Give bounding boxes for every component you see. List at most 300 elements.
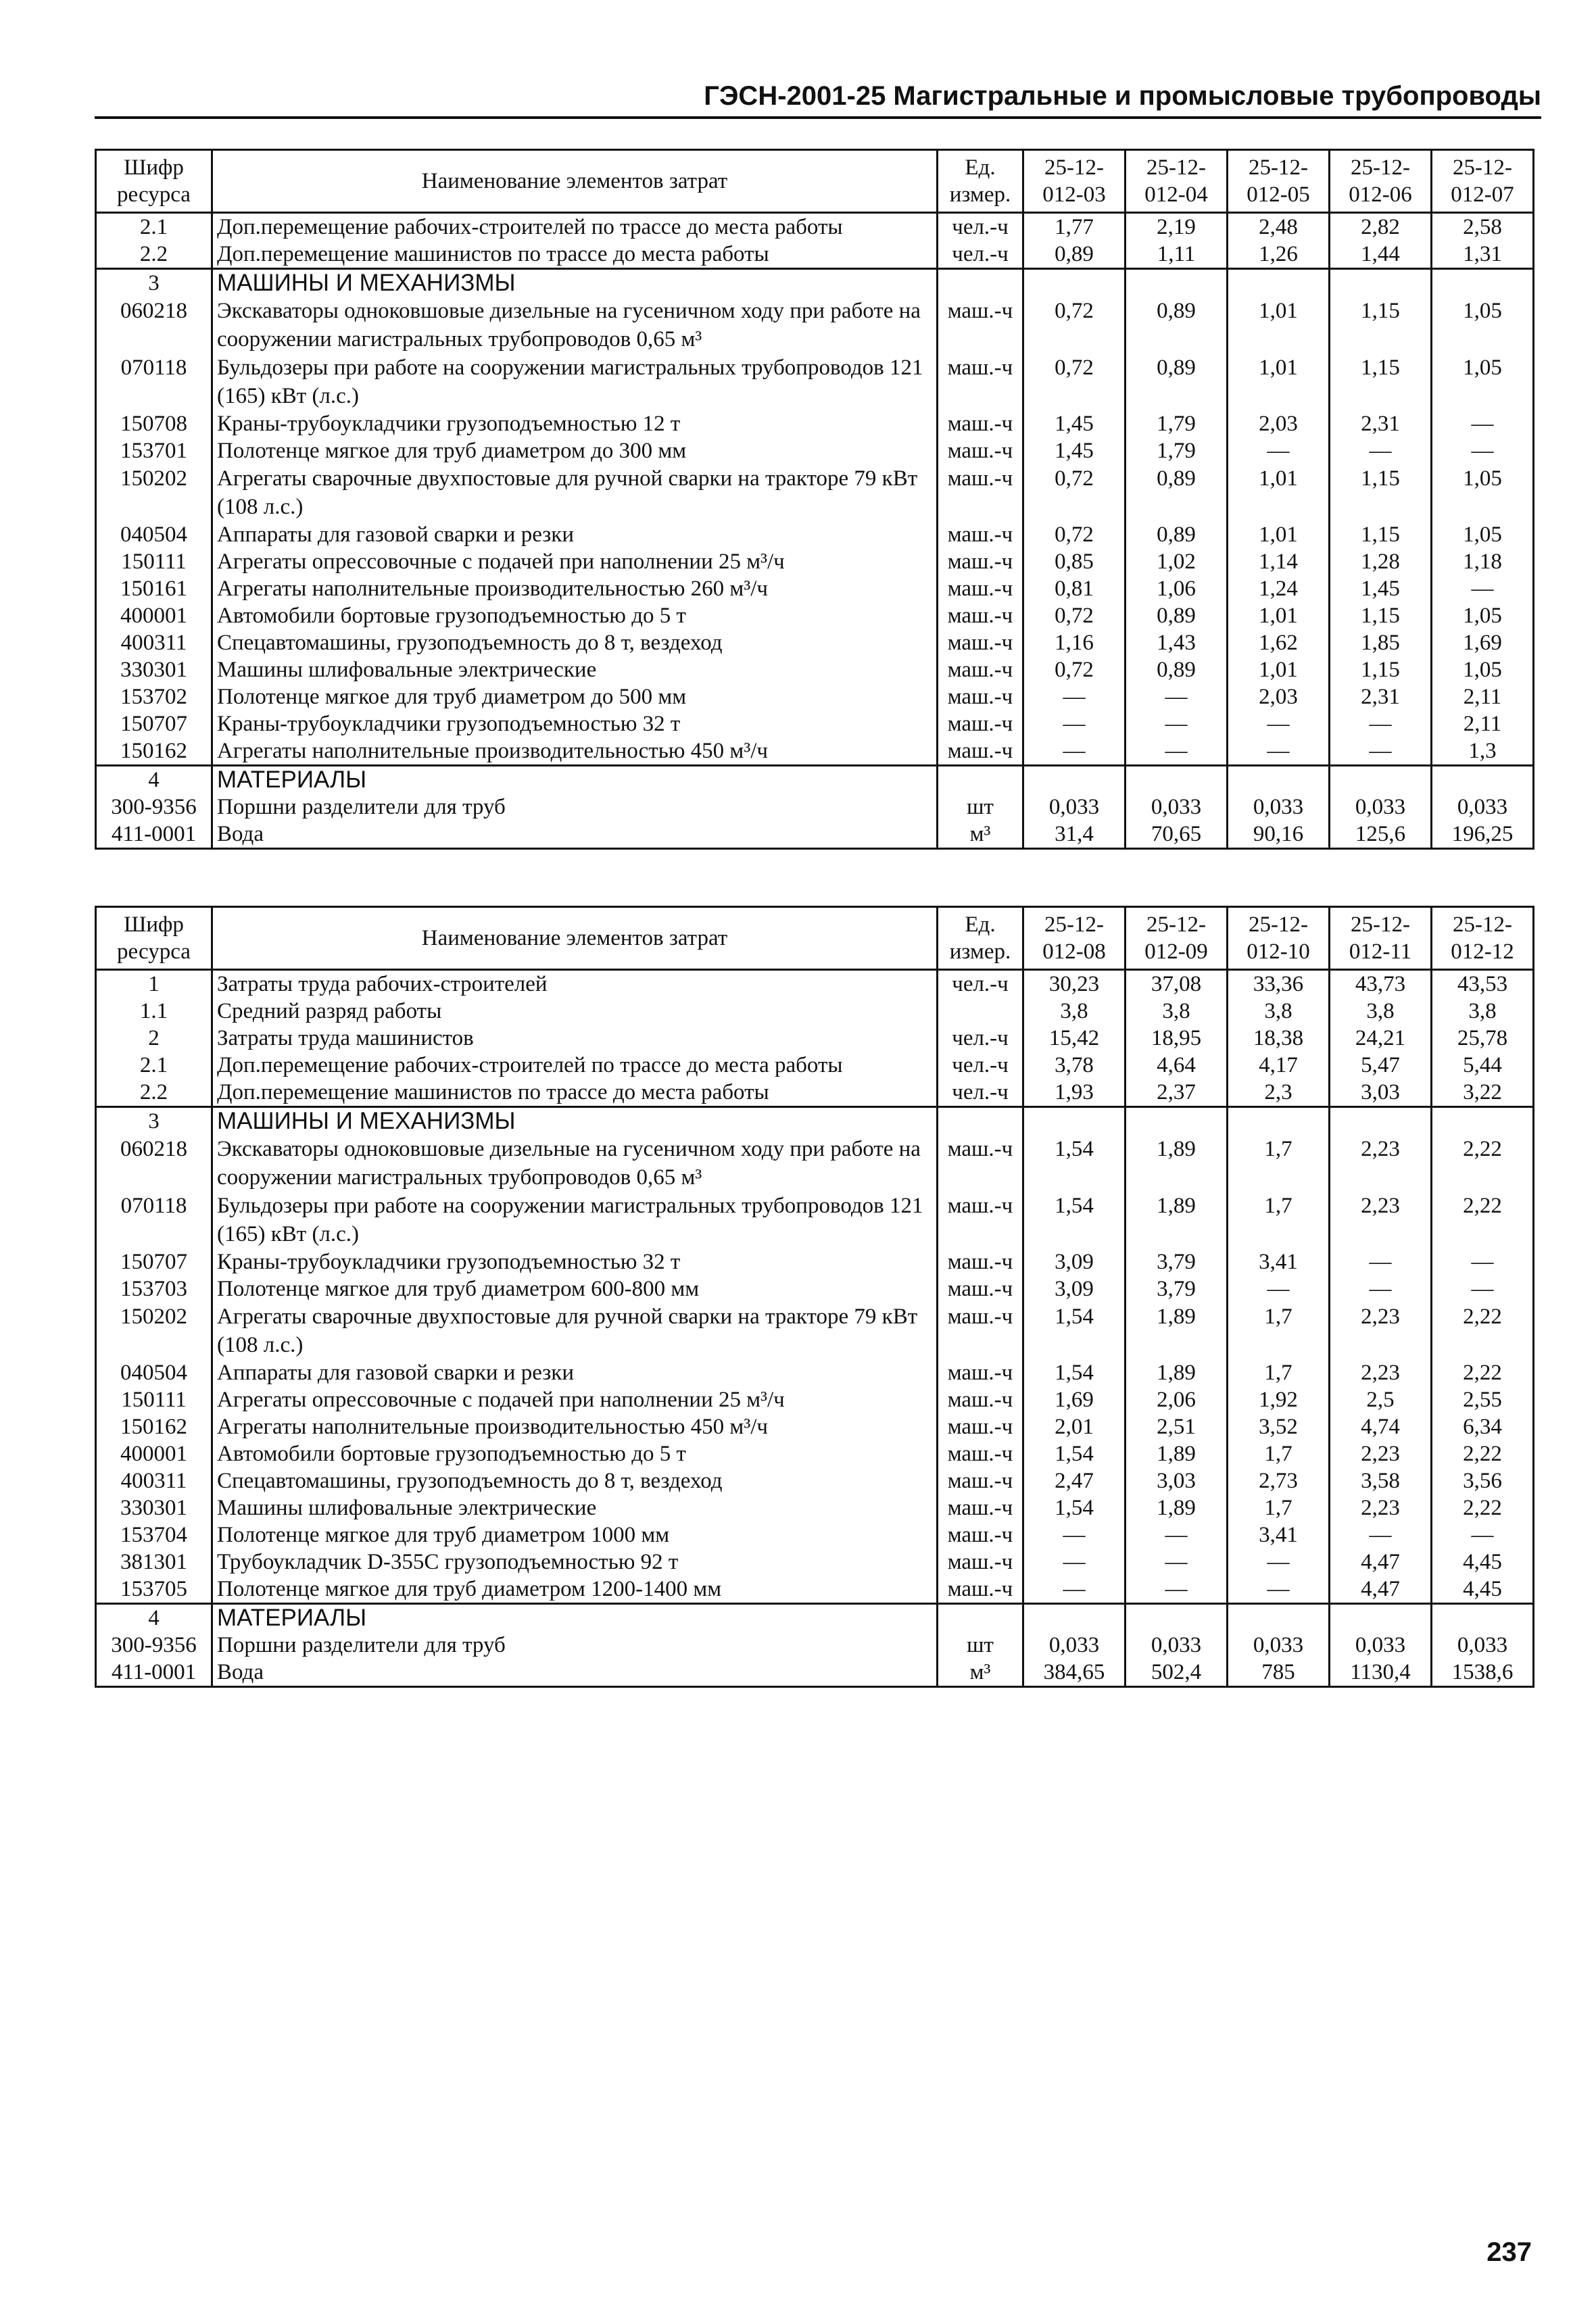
resource-name: Затраты труда рабочих-строителей [212, 970, 938, 998]
unit-cell: маш.-ч [938, 683, 1023, 710]
resource-name: Автомобили бортовые грузоподъемностью до 5 т [212, 1440, 938, 1467]
value-cell: 0,033 [1023, 1632, 1126, 1659]
value-cell: 1,15 [1330, 354, 1432, 410]
value-cell [1023, 1604, 1126, 1632]
value-cell: — [1126, 683, 1228, 710]
section-title: МАТЕРИАЛЫ [212, 766, 938, 794]
table-row [96, 737, 1534, 766]
resource-name: Экскаваторы одноковшовые дизельные на гусеничном ходу при работе на сооружении магистральных трубопроводов 0,65 м³ [212, 297, 938, 354]
value-cell: — [1126, 1549, 1228, 1576]
resource-code: 153705 [96, 1576, 212, 1604]
page-number: 237 [1486, 2237, 1532, 2267]
value-cell: 15,42 [1023, 1025, 1126, 1052]
value-cell: 1,89 [1126, 1494, 1228, 1521]
value-cell: 1,15 [1330, 297, 1432, 354]
value-cell: — [1023, 1521, 1126, 1549]
value-cell: — [1228, 710, 1330, 737]
resource-code: 150161 [96, 575, 212, 602]
resource-name: Полотенце мягкое для труб диаметром 1000 мм [212, 1521, 938, 1549]
value-cell: 1,11 [1126, 241, 1228, 269]
header-code: Шифр ресурса [96, 150, 212, 213]
resource-code: 150111 [96, 548, 212, 575]
value-cell: 1,05 [1432, 656, 1534, 683]
resource-code: 2.2 [96, 241, 212, 269]
resource-name: Агрегаты наполнительные производительностью 450 м³/ч [212, 1413, 938, 1440]
unit-cell: чел.-ч [938, 241, 1023, 269]
resource-code: 2.1 [96, 213, 212, 241]
value-cell: 3,03 [1126, 1467, 1228, 1494]
table-row [96, 1576, 1534, 1604]
value-cell: 3,8 [1330, 998, 1432, 1025]
unit-cell: маш.-ч [938, 1192, 1023, 1248]
value-cell: 1,05 [1432, 354, 1534, 410]
unit-cell: маш.-ч [938, 629, 1023, 656]
table-row [96, 1467, 1534, 1494]
value-cell [1432, 1107, 1534, 1136]
value-cell: — [1023, 1576, 1126, 1604]
resource-name: Агрегаты наполнительные производительностью 260 м³/ч [212, 575, 938, 602]
value-cell: 4,74 [1330, 1413, 1432, 1440]
resource-code: 150162 [96, 1413, 212, 1440]
value-cell: 0,72 [1023, 297, 1126, 354]
value-cell: 3,8 [1023, 998, 1126, 1025]
table-header-row [96, 907, 1534, 970]
value-cell: 1,7 [1228, 1494, 1330, 1521]
unit-cell: маш.-ч [938, 1440, 1023, 1467]
value-cell [1126, 1107, 1228, 1136]
value-cell [1126, 269, 1228, 297]
value-cell: 1,45 [1330, 575, 1432, 602]
unit-cell: маш.-ч [938, 354, 1023, 410]
unit-cell: маш.-ч [938, 737, 1023, 766]
value-cell: — [1228, 1549, 1330, 1576]
section-title: МАТЕРИАЛЫ [212, 1604, 938, 1632]
resource-code: 330301 [96, 656, 212, 683]
table-row [96, 602, 1534, 629]
section-code: 3 [96, 1107, 212, 1136]
value-cell: 2,06 [1126, 1386, 1228, 1413]
header-unit: Ед. измер. [938, 150, 1023, 213]
value-cell: 30,23 [1023, 970, 1126, 998]
value-cell: 1,14 [1228, 548, 1330, 575]
value-cell: 1,24 [1228, 575, 1330, 602]
value-cell: 3,03 [1330, 1079, 1432, 1107]
header-col: 25-12-012-09 [1126, 907, 1228, 970]
resource-code: 040504 [96, 1359, 212, 1386]
resource-name: Средний разряд работы [212, 998, 938, 1025]
resource-name: Доп.перемещение машинистов по трассе до места работы [212, 241, 938, 269]
resource-table-2 [95, 906, 1534, 1688]
resource-code: 040504 [96, 521, 212, 548]
unit-cell: маш.-ч [938, 1413, 1023, 1440]
unit-cell: маш.-ч [938, 575, 1023, 602]
value-cell: 0,033 [1126, 1632, 1228, 1659]
value-cell: 0,033 [1126, 794, 1228, 821]
value-cell: 0,033 [1432, 794, 1534, 821]
value-cell: 0,81 [1023, 575, 1126, 602]
value-cell: 2,11 [1432, 710, 1534, 737]
value-cell: 502,4 [1126, 1659, 1228, 1687]
resource-name: Краны-трубоукладчики грузоподъемностью 32 т [212, 710, 938, 737]
value-cell: 2,23 [1330, 1359, 1432, 1386]
resource-name: Полотенце мягкое для труб диаметром до 300 мм [212, 437, 938, 464]
value-cell: — [1023, 683, 1126, 710]
value-cell: 1538,6 [1432, 1659, 1534, 1687]
value-cell: 1,28 [1330, 548, 1432, 575]
value-cell: 3,41 [1228, 1521, 1330, 1549]
value-cell: 1,54 [1023, 1192, 1126, 1248]
value-cell: 1,01 [1228, 656, 1330, 683]
value-cell [1432, 1604, 1534, 1632]
value-cell: 2,23 [1330, 1302, 1432, 1359]
resource-code: 153703 [96, 1275, 212, 1302]
value-cell: 1,05 [1432, 464, 1534, 521]
resource-code: 400001 [96, 602, 212, 629]
table-row [96, 683, 1534, 710]
value-cell: 3,8 [1228, 998, 1330, 1025]
unit-cell: маш.-ч [938, 1302, 1023, 1359]
value-cell: 1,15 [1330, 602, 1432, 629]
unit-cell: чел.-ч [938, 970, 1023, 998]
table-row [96, 1521, 1534, 1549]
resource-code: 150162 [96, 737, 212, 766]
value-cell: 1,05 [1432, 297, 1534, 354]
resource-name: Поршни разделители для труб [212, 794, 938, 821]
value-cell: 1,06 [1126, 575, 1228, 602]
value-cell [1330, 766, 1432, 794]
value-cell: 384,65 [1023, 1659, 1126, 1687]
table-row [96, 410, 1534, 437]
resource-name: Аппараты для газовой сварки и резки [212, 1359, 938, 1386]
value-cell: 3,41 [1228, 1248, 1330, 1275]
resource-code: 150202 [96, 1302, 212, 1359]
value-cell: 1,89 [1126, 1440, 1228, 1467]
value-cell: — [1432, 575, 1534, 602]
resource-name: Полотенце мягкое для труб диаметром до 500 мм [212, 683, 938, 710]
value-cell: 0,72 [1023, 521, 1126, 548]
unit-cell: маш.-ч [938, 437, 1023, 464]
header-name: Наименование элементов затрат [212, 150, 938, 213]
resource-code: 070118 [96, 1192, 212, 1248]
value-cell: 1,93 [1023, 1079, 1126, 1107]
value-cell [1432, 269, 1534, 297]
value-cell: 0,033 [1330, 794, 1432, 821]
value-cell: 1130,4 [1330, 1659, 1432, 1687]
value-cell: 1,01 [1228, 464, 1330, 521]
value-cell: — [1023, 710, 1126, 737]
value-cell: — [1126, 1576, 1228, 1604]
value-cell: — [1432, 1275, 1534, 1302]
value-cell: 3,52 [1228, 1413, 1330, 1440]
value-cell: 18,38 [1228, 1025, 1330, 1052]
value-cell: — [1432, 410, 1534, 437]
value-cell: 1,44 [1330, 241, 1432, 269]
value-cell: 1,89 [1126, 1135, 1228, 1192]
value-cell: — [1330, 1275, 1432, 1302]
value-cell: 2,19 [1126, 213, 1228, 241]
unit-cell [938, 766, 1023, 794]
value-cell: 1,62 [1228, 629, 1330, 656]
value-cell: — [1126, 1521, 1228, 1549]
unit-cell: маш.-ч [938, 464, 1023, 521]
unit-cell: маш.-ч [938, 1248, 1023, 1275]
unit-cell: маш.-ч [938, 297, 1023, 354]
table-row [96, 794, 1534, 821]
unit-cell: шт [938, 794, 1023, 821]
value-cell: 1,45 [1023, 437, 1126, 464]
value-cell: 2,01 [1023, 1413, 1126, 1440]
value-cell: 6,34 [1432, 1413, 1534, 1440]
value-cell: 1,7 [1228, 1440, 1330, 1467]
value-cell: 1,79 [1126, 437, 1228, 464]
value-cell: — [1126, 737, 1228, 766]
value-cell: 1,3 [1432, 737, 1534, 766]
resource-code: 060218 [96, 297, 212, 354]
value-cell: 1,79 [1126, 410, 1228, 437]
page-header [95, 80, 1541, 119]
value-cell: 2,31 [1330, 683, 1432, 710]
resource-name: Доп.перемещение машинистов по трассе до места работы [212, 1079, 938, 1107]
resource-code: 153702 [96, 683, 212, 710]
value-cell: 1,01 [1228, 602, 1330, 629]
unit-cell: шт [938, 1632, 1023, 1659]
table-row [96, 1248, 1534, 1275]
header-col: 25-12-012-12 [1432, 907, 1534, 970]
table-row [96, 1135, 1534, 1192]
resource-name: Вода [212, 821, 938, 849]
value-cell: 43,73 [1330, 970, 1432, 998]
resource-code: 153704 [96, 1521, 212, 1549]
value-cell: 2,82 [1330, 213, 1432, 241]
value-cell: 3,09 [1023, 1248, 1126, 1275]
value-cell: 2,3 [1228, 1079, 1330, 1107]
resource-code: 300-9356 [96, 1632, 212, 1659]
value-cell: 2,22 [1432, 1440, 1534, 1467]
value-cell: 1,01 [1228, 521, 1330, 548]
value-cell: 2,23 [1330, 1440, 1432, 1467]
value-cell: 3,58 [1330, 1467, 1432, 1494]
value-cell: — [1023, 737, 1126, 766]
resource-code: 300-9356 [96, 794, 212, 821]
value-cell: 1,89 [1126, 1192, 1228, 1248]
value-cell: 1,54 [1023, 1440, 1126, 1467]
resource-code: 330301 [96, 1494, 212, 1521]
value-cell: 24,21 [1330, 1025, 1432, 1052]
value-cell: 0,033 [1432, 1632, 1534, 1659]
value-cell: 1,01 [1228, 354, 1330, 410]
value-cell: 4,47 [1330, 1576, 1432, 1604]
header-col: 25-12-012-05 [1228, 150, 1330, 213]
resource-code: 150707 [96, 1248, 212, 1275]
header-col: 25-12-012-07 [1432, 150, 1534, 213]
resource-code: 411-0001 [96, 821, 212, 849]
table-row [96, 1494, 1534, 1521]
header-col: 25-12-012-08 [1023, 907, 1126, 970]
value-cell: 0,85 [1023, 548, 1126, 575]
header-col: 25-12-012-11 [1330, 907, 1432, 970]
unit-cell [938, 1107, 1023, 1136]
resource-name: Вода [212, 1659, 938, 1687]
resource-name: Автомобили бортовые грузоподъемностью до 5 т [212, 602, 938, 629]
value-cell [1228, 269, 1330, 297]
value-cell: 1,45 [1023, 410, 1126, 437]
value-cell: 2,73 [1228, 1467, 1330, 1494]
value-cell: — [1126, 710, 1228, 737]
value-cell: 1,54 [1023, 1302, 1126, 1359]
header-col: 25-12-012-10 [1228, 907, 1330, 970]
resource-name: Затраты труда машинистов [212, 1025, 938, 1052]
table-row [96, 629, 1534, 656]
value-cell: 3,79 [1126, 1248, 1228, 1275]
value-cell: 31,4 [1023, 821, 1126, 849]
resource-name: Спецавтомашины, грузоподъемность до 8 т, вездеход [212, 1467, 938, 1494]
value-cell: 1,26 [1228, 241, 1330, 269]
section-code: 4 [96, 1604, 212, 1632]
value-cell: — [1330, 437, 1432, 464]
table-row [96, 1440, 1534, 1467]
value-cell: 0,72 [1023, 602, 1126, 629]
value-cell: 18,95 [1126, 1025, 1228, 1052]
header-name: Наименование элементов затрат [212, 907, 938, 970]
value-cell: 3,78 [1023, 1052, 1126, 1079]
resource-name: Бульдозеры при работе на сооружении магистральных трубопроводов 121 (165) кВт (л.с.) [212, 354, 938, 410]
table-row [96, 710, 1534, 737]
value-cell [1330, 1107, 1432, 1136]
resource-name: Краны-трубоукладчики грузоподъемностью 32 т [212, 1248, 938, 1275]
value-cell: 2,22 [1432, 1302, 1534, 1359]
value-cell: 0,72 [1023, 354, 1126, 410]
value-cell: — [1432, 1248, 1534, 1275]
resource-table-1 [95, 149, 1534, 850]
resource-name: Краны-трубоукладчики грузоподъемностью 12 т [212, 410, 938, 437]
value-cell: 0,89 [1126, 297, 1228, 354]
resource-name: Бульдозеры при работе на сооружении магистральных трубопроводов 121 (165) кВт (л.с.) [212, 1192, 938, 1248]
value-cell [1023, 766, 1126, 794]
value-cell: 4,45 [1432, 1549, 1534, 1576]
table-row [96, 1025, 1534, 1052]
value-cell: 785 [1228, 1659, 1330, 1687]
value-cell: — [1228, 1576, 1330, 1604]
value-cell: 0,033 [1023, 794, 1126, 821]
value-cell: 1,7 [1228, 1302, 1330, 1359]
value-cell: 70,65 [1126, 821, 1228, 849]
section-row [96, 269, 1534, 297]
value-cell: 1,54 [1023, 1359, 1126, 1386]
value-cell: 3,79 [1126, 1275, 1228, 1302]
value-cell: 3,56 [1432, 1467, 1534, 1494]
value-cell [1432, 766, 1534, 794]
section-row [96, 1107, 1534, 1136]
unit-cell: маш.-ч [938, 1135, 1023, 1192]
table-row [96, 1302, 1534, 1359]
value-cell: 0,89 [1126, 464, 1228, 521]
value-cell: 3,09 [1023, 1275, 1126, 1302]
unit-cell: м³ [938, 1659, 1023, 1687]
section-title: МАШИНЫ И МЕХАНИЗМЫ [212, 269, 938, 297]
unit-cell: чел.-ч [938, 213, 1023, 241]
resource-code: 150707 [96, 710, 212, 737]
value-cell: 1,15 [1330, 521, 1432, 548]
value-cell: 1,31 [1432, 241, 1534, 269]
table-row [96, 1079, 1534, 1107]
value-cell: 2,03 [1228, 410, 1330, 437]
value-cell: 2,11 [1432, 683, 1534, 710]
resource-code: 153701 [96, 437, 212, 464]
header-code: Шифр ресурса [96, 907, 212, 970]
value-cell [1023, 269, 1126, 297]
value-cell: 33,36 [1228, 970, 1330, 998]
resource-name: Полотенце мягкое для труб диаметром 600-800 мм [212, 1275, 938, 1302]
value-cell: 0,89 [1023, 241, 1126, 269]
section-code: 3 [96, 269, 212, 297]
value-cell: 1,54 [1023, 1494, 1126, 1521]
unit-cell [938, 1604, 1023, 1632]
unit-cell: маш.-ч [938, 1549, 1023, 1576]
value-cell: 1,69 [1023, 1386, 1126, 1413]
table-row [96, 1192, 1534, 1248]
table-row [96, 821, 1534, 849]
value-cell: 1,15 [1330, 464, 1432, 521]
value-cell: 2,37 [1126, 1079, 1228, 1107]
value-cell: — [1330, 1521, 1432, 1549]
value-cell: 90,16 [1228, 821, 1330, 849]
table-body [96, 970, 1534, 1687]
value-cell: 1,7 [1228, 1359, 1330, 1386]
value-cell: 0,89 [1126, 602, 1228, 629]
value-cell: — [1330, 1248, 1432, 1275]
unit-cell: маш.-ч [938, 1521, 1023, 1549]
resource-name: Агрегаты опрессовочные с подачей при наполнении 25 м³/ч [212, 548, 938, 575]
table-row [96, 1359, 1534, 1386]
resource-code: 150708 [96, 410, 212, 437]
table-row [96, 998, 1534, 1025]
unit-cell: чел.-ч [938, 1052, 1023, 1079]
unit-cell: маш.-ч [938, 1467, 1023, 1494]
table-row [96, 656, 1534, 683]
resource-name: Агрегаты наполнительные производительностью 450 м³/ч [212, 737, 938, 766]
value-cell: 3,22 [1432, 1079, 1534, 1107]
unit-cell: маш.-ч [938, 1386, 1023, 1413]
resource-name: Агрегаты сварочные двухпостовые для ручной сварки на тракторе 79 кВт (108 л.с.) [212, 464, 938, 521]
unit-cell: маш.-ч [938, 1494, 1023, 1521]
value-cell: 2,22 [1432, 1135, 1534, 1192]
resource-name: Трубоукладчик D-355C грузоподъемностью 92 т [212, 1549, 938, 1576]
table-row [96, 464, 1534, 521]
value-cell: 0,89 [1126, 656, 1228, 683]
unit-cell: маш.-ч [938, 521, 1023, 548]
table-row [96, 575, 1534, 602]
value-cell: 43,53 [1432, 970, 1534, 998]
header-col: 25-12-012-03 [1023, 150, 1126, 213]
value-cell [1330, 1604, 1432, 1632]
value-cell: — [1330, 737, 1432, 766]
value-cell: 4,45 [1432, 1576, 1534, 1604]
value-cell: 0,72 [1023, 656, 1126, 683]
table-row [96, 1275, 1534, 1302]
resource-code: 400001 [96, 1440, 212, 1467]
section-code: 4 [96, 766, 212, 794]
value-cell: — [1330, 710, 1432, 737]
unit-cell: маш.-ч [938, 1359, 1023, 1386]
resource-code: 2 [96, 1025, 212, 1052]
unit-cell: маш.-ч [938, 1275, 1023, 1302]
unit-cell: маш.-ч [938, 548, 1023, 575]
value-cell: 2,23 [1330, 1494, 1432, 1521]
value-cell: 1,16 [1023, 629, 1126, 656]
resource-name: Экскаваторы одноковшовые дизельные на гусеничном ходу при работе на сооружении магистральных трубопроводов 0,65 м³ [212, 1135, 938, 1192]
value-cell [1330, 269, 1432, 297]
table-row [96, 1549, 1534, 1576]
